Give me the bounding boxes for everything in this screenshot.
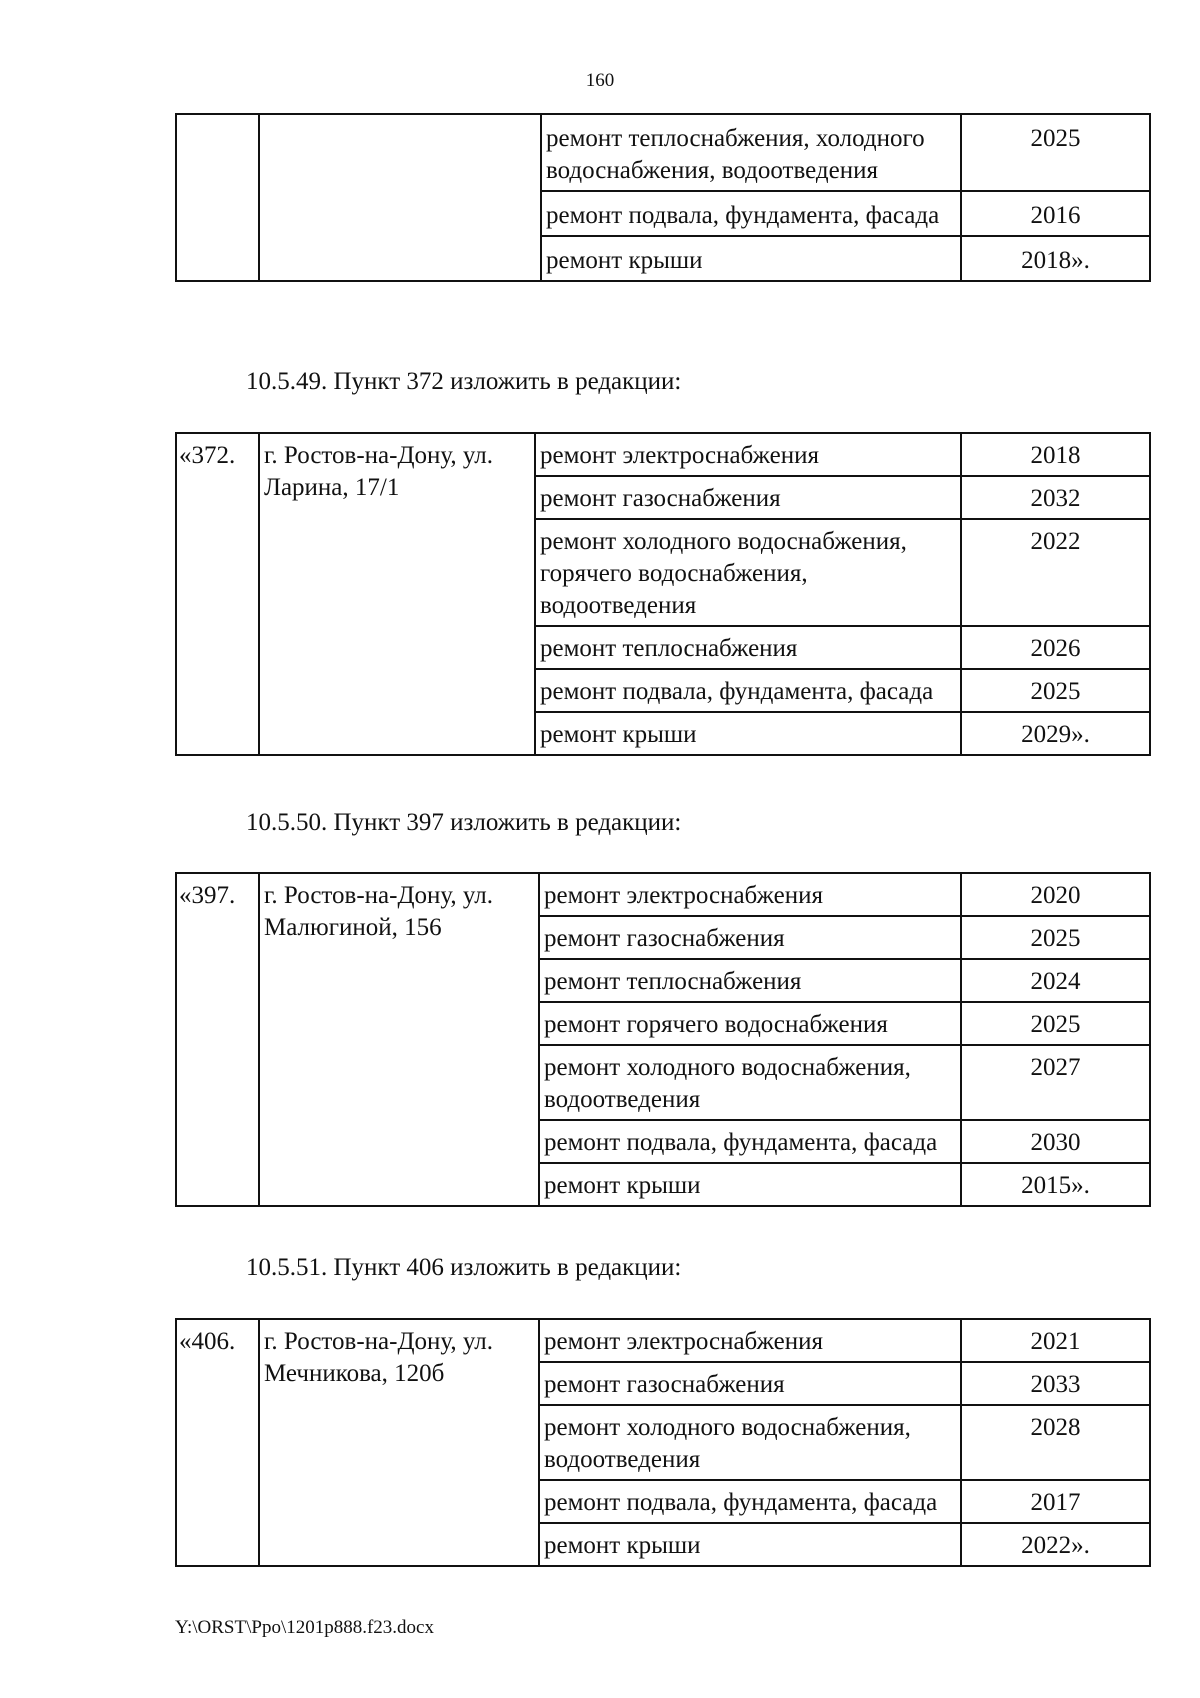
year-cell: 2021 xyxy=(961,1319,1150,1362)
year-cell: 2020 xyxy=(961,873,1150,916)
work-cell: ремонт газоснабжения xyxy=(535,476,961,519)
work-cell: ремонт подвала, фундамента, фасада xyxy=(541,191,961,236)
year-cell: 2017 xyxy=(961,1480,1150,1523)
year-cell: 2029». xyxy=(961,712,1150,755)
footer-file-path: Y:\ORST\Ppo\1201p888.f23.docx xyxy=(175,1617,434,1638)
year-cell: 2025 xyxy=(961,1002,1150,1045)
work-cell: ремонт крыши xyxy=(539,1163,961,1206)
work-cell: ремонт крыши xyxy=(539,1523,961,1566)
year-cell: 2016 xyxy=(961,191,1150,236)
work-cell: ремонт холодного водоснабжения, горячего водоснабжения, водоотведения xyxy=(535,519,961,626)
continued-register-table xyxy=(175,113,1151,282)
address-cell: г. Ростов-на-Дону, ул. Ларина, 17/1 xyxy=(259,433,535,755)
item-number-cell: «397. xyxy=(176,873,259,1206)
work-cell: ремонт крыши xyxy=(535,712,961,755)
work-cell: ремонт теплоснабжения xyxy=(535,626,961,669)
address-cell xyxy=(259,114,541,281)
work-cell: ремонт горячего водоснабжения xyxy=(539,1002,961,1045)
year-cell: 2025 xyxy=(961,669,1150,712)
year-cell: 2028 xyxy=(961,1405,1150,1480)
work-cell: ремонт теплоснабжения xyxy=(539,959,961,1002)
table-row xyxy=(176,114,1150,191)
year-cell: 2024 xyxy=(961,959,1150,1002)
work-cell: ремонт холодного водоснабжения, водоотведения xyxy=(539,1045,961,1120)
table-row xyxy=(176,873,1150,916)
work-cell: ремонт газоснабжения xyxy=(539,1362,961,1405)
register-table-406 xyxy=(175,1318,1151,1567)
address-cell: г. Ростов-на-Дону, ул. Мечникова, 120б xyxy=(259,1319,539,1566)
item-number-cell xyxy=(176,114,259,281)
work-cell: ремонт газоснабжения xyxy=(539,916,961,959)
work-cell: ремонт теплоснабжения, холодного водоснабжения, водоотведения xyxy=(541,114,961,191)
year-cell: 2032 xyxy=(961,476,1150,519)
section-heading: 10.5.50. Пункт 397 изложить в редакции: xyxy=(246,809,682,836)
table-row xyxy=(176,433,1150,476)
work-cell: ремонт электроснабжения xyxy=(539,1319,961,1362)
year-cell: 2015». xyxy=(961,1163,1150,1206)
table-row xyxy=(176,1319,1150,1362)
item-number-cell: «406. xyxy=(176,1319,259,1566)
year-cell: 2026 xyxy=(961,626,1150,669)
year-cell: 2027 xyxy=(961,1045,1150,1120)
register-table-397 xyxy=(175,872,1151,1207)
work-cell: ремонт электроснабжения xyxy=(535,433,961,476)
work-cell: ремонт крыши xyxy=(541,236,961,281)
work-cell: ремонт подвала, фундамента, фасада xyxy=(535,669,961,712)
year-cell: 2030 xyxy=(961,1120,1150,1163)
year-cell: 2025 xyxy=(961,114,1150,191)
work-cell: ремонт подвала, фундамента, фасада xyxy=(539,1120,961,1163)
address-cell: г. Ростов-на-Дону, ул. Малюгиной, 156 xyxy=(259,873,539,1206)
section-heading: 10.5.49. Пункт 372 изложить в редакции: xyxy=(246,368,682,395)
register-table-372 xyxy=(175,432,1151,756)
year-cell: 2018 xyxy=(961,433,1150,476)
year-cell: 2018». xyxy=(961,236,1150,281)
work-cell: ремонт подвала, фундамента, фасада xyxy=(539,1480,961,1523)
year-cell: 2025 xyxy=(961,916,1150,959)
year-cell: 2022». xyxy=(961,1523,1150,1566)
section-heading: 10.5.51. Пункт 406 изложить в редакции: xyxy=(246,1254,682,1281)
year-cell: 2022 xyxy=(961,519,1150,626)
work-cell: ремонт холодного водоснабжения, водоотведения xyxy=(539,1405,961,1480)
page-number: 160 xyxy=(585,70,615,91)
work-cell: ремонт электроснабжения xyxy=(539,873,961,916)
year-cell: 2033 xyxy=(961,1362,1150,1405)
item-number-cell: «372. xyxy=(176,433,259,755)
